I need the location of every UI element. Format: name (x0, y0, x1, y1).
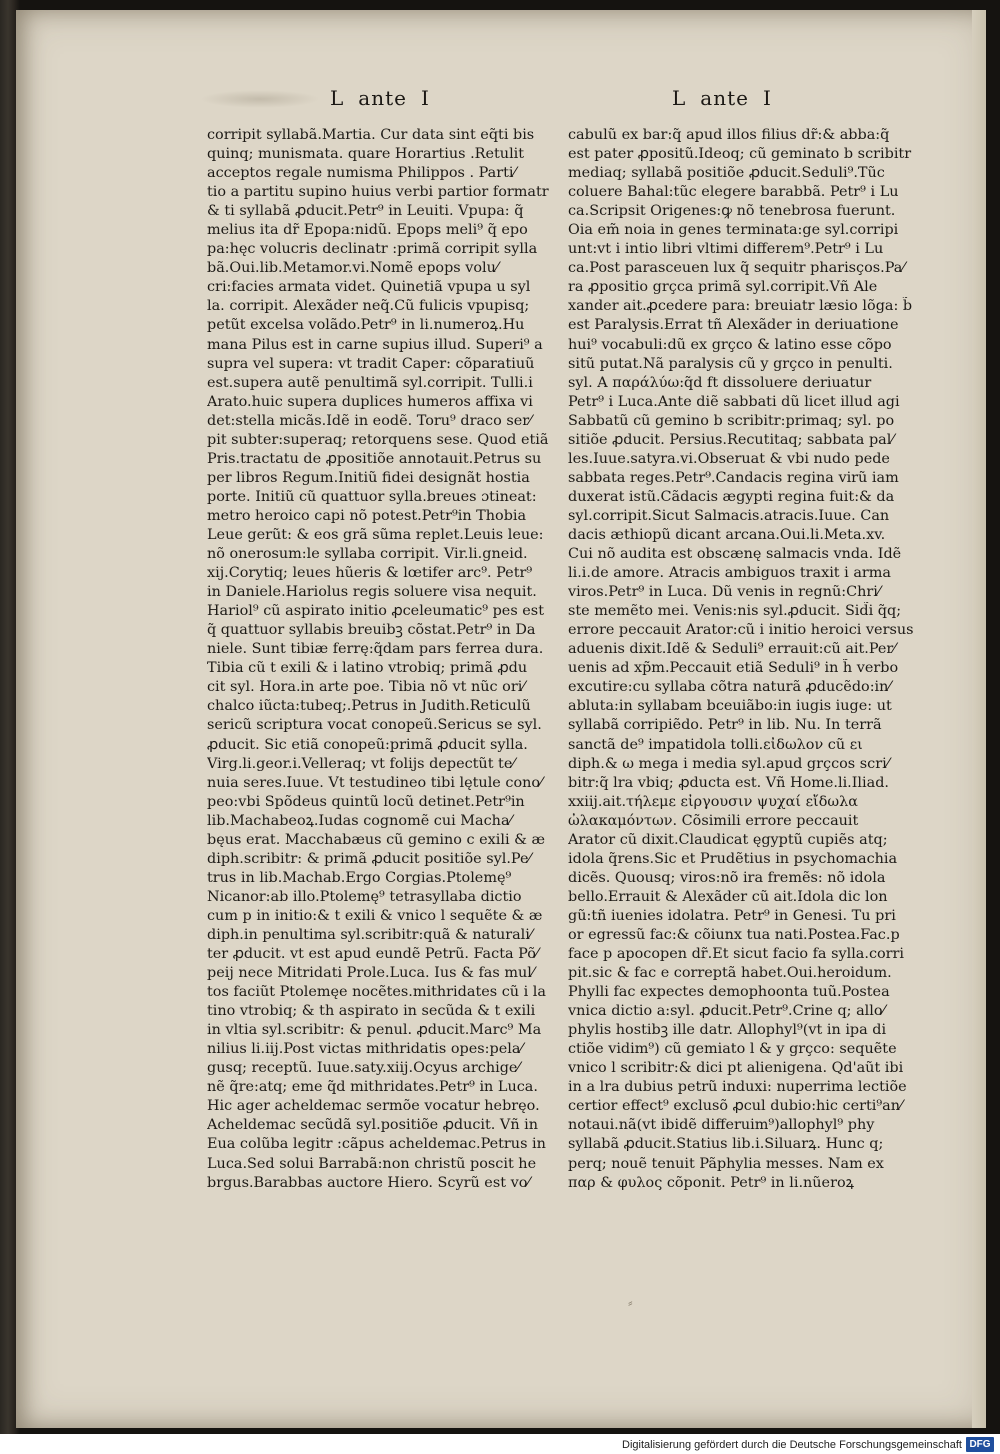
text-line: uenis ad xp̃m.Peccauit etiã Seduli⁹ in h̃ verbo (568, 660, 899, 677)
text-line: ὠλακαμόντων. Cõsimili errore peccauit (568, 812, 859, 829)
running-head-left (330, 86, 444, 110)
text-line: ca.Scripsit Origenes:ꝙ nõ tenebrosa fuerunt. (568, 203, 896, 220)
text-line: sitiõe ꝓducit. Persius.Recutitaq; sabbata pal⁄ (568, 431, 894, 448)
text-line: porte. Initiũ cũ quattuor sylla.breues ɔtineat: (207, 488, 537, 505)
text-line: Arator cũ dixit.Claudicat ęgyptũ cupiẽs atq; (568, 831, 888, 848)
text-line: sabbata reges.Petr⁹.Candacis regina virũ iam (568, 469, 899, 486)
text-line: tino vtrobiq; & th aspirato in secũda & t exili (207, 1003, 536, 1020)
text-line: quinq; munismata. quare Horartius .Retulit (207, 146, 525, 163)
text-line: sitũ putat.Nã paralysis cũ y grçco in penulti. (568, 355, 893, 372)
text-line: Tibia cũ t exili & i latino vtrobiq; primã ꝓdu (207, 660, 528, 677)
text-line: vnica dictio a:syl. ꝓducit.Petr⁹.Crine q; allo⁄ (568, 1003, 885, 1020)
text-line: corripit syllabã.Martia. Cur data sint eq̃ti bis (207, 127, 535, 143)
text-line: acceptos regale numisma Philippos . Parti⁄ (207, 165, 516, 182)
text-line: petũt excelsa volãdo.Petr⁹ in li.numeroꝝ.Hu (207, 317, 525, 334)
text-line: est Paralysis.Errat tñ Alexãder in deriuatione (568, 317, 899, 334)
text-line: bitr:q̃ lra vbiq; ꝓducta est. Vñ Home.li.Iliad. (568, 774, 889, 791)
text-line: diph.& ω mega i media syl.apud grçcos scri⁄ (568, 755, 890, 772)
text-line: ter ꝓducit. vt est apud eundẽ Petrũ. Facta Põ⁄ (207, 946, 539, 963)
text-line: Pris.tractatu de ꝓpositiõe annotauit.Petrus su (207, 450, 542, 467)
text-line: Phylli fac expectes demophoonta tuũ.Postea (568, 984, 890, 1001)
text-line: pit.sic & fac e correptã habet.Oui.heroidum. (568, 965, 892, 982)
text-line: sericũ scriptura vocat conopeũ.Sericus se syl. (207, 717, 542, 734)
text-line: nõ onerosum:le syllaba corripit. Vir.li.gneid. (207, 546, 528, 563)
text-line: in Daniele.Hariolus regis soluere visa nequit. (207, 584, 537, 601)
text-line: unt:vt i intio libri vltimi differem⁹.Petr⁹ i Lu (568, 241, 884, 258)
text-line: xander ait.ꝓcedere para: breuiatr læsio lõga: b̃ (568, 298, 913, 315)
running-head-right-word: ante (700, 86, 749, 110)
text-line: Hic ager acheldemac sermõe vocatur hebręo. (207, 1098, 540, 1115)
text-line: gũ:tñ iuenies idolatra. Petr⁹ in Genesi. Tu pri (568, 907, 896, 924)
text-line: or egressũ fac:& cõiunx tua nati.Postea.Fac.p (568, 926, 900, 943)
text-line: diph.in penultima syl.scribitr:quã & naturali⁄ (207, 926, 533, 943)
page-edge (972, 10, 986, 1428)
text-line: syllabã corripiẽdo. Petr⁹ in lib. Nu. In terrã (568, 717, 882, 734)
text-line: παρ & φυλος cõponit. Petr⁹ in li.nũeroꝝ (568, 1174, 854, 1191)
text-line: mediaq; syllabã positiõe ꝓducit.Seduli⁹.Tũc (568, 165, 885, 182)
text-line: coluere Bahal:tũc elegere barabbã. Petr⁹ i Lu (568, 184, 899, 201)
text-line: & ti syllabã ꝓducit.Petr⁹ in Leuiti. Vpupa: q̃ (207, 203, 524, 220)
text-line: gusq; receptũ. Iuue.saty.xiij.Ocyus archige⁄ (207, 1060, 520, 1077)
text-line: sanctã de⁹ impatidola tolli.εἰδωλον cũ ει (568, 736, 863, 753)
text-line: syllabã ꝓducit.Statius lib.i.Siluarꝝ. Hunc q; (568, 1136, 884, 1153)
text-line: Sabbatũ cũ gemino b scribitr:primaq; syl. po (568, 412, 895, 429)
text-line: mana Pilus est in carne supius illud. Superi⁹ a (207, 336, 543, 353)
text-line: diph.scribitr: & primã ꝓducit positiõe syl.Pe⁄ (207, 850, 531, 867)
text-line: phylis hostibꝫ ille datr. Allophyl⁹(vt in ipa di (568, 1022, 887, 1039)
text-line: peij nece Mitridati Prole.Luca. Ius & fas mul⁄ (207, 965, 535, 982)
text-line: xij.Corytiq; leues hũeris & lœtifer arc⁹. Petr⁹ (207, 565, 533, 582)
text-line: bã.Oui.lib.Metamor.vi.Nomẽ epops volu⁄ (207, 260, 499, 277)
text-line: cri:facies armata videt. Quinetiã vpupa u syl (207, 279, 531, 296)
text-line: vnico l scribitr:& dici pt alienigena. Qd'aũt ibi (568, 1060, 904, 1077)
text-line: li.i.de amore. Atracis ambiguos traxit i arma (568, 565, 892, 582)
text-line: trus in lib.Machab.Ergo Corgias.Ptolemę⁹ (207, 869, 512, 886)
text-line: hui⁹ vocabuli:dũ ex grçco & latino esse cõpo (568, 336, 892, 353)
text-line: aduenis dixit.Idẽ & Seduli⁹ errauit:cũ ait.Per⁄ (568, 641, 896, 658)
running-head-right-letter: L (672, 86, 687, 110)
text-line: peo:vbi Spõdeus quintũ locũ detinet.Petr⁹in (207, 793, 525, 810)
text-line: syl.corripit.Sicut Salmacis.atracis.Iuue. Can (568, 507, 890, 524)
text-line: pit subter:superaq; retorquens sese. Quod etiã (207, 431, 549, 448)
text-line: Eua colũba legitr :cãpus acheldemac.Petrus in (207, 1136, 546, 1153)
footer-bar (0, 1434, 1000, 1454)
text-column-left (207, 126, 557, 1193)
text-line: abluta:in syllabam bceuiãbo:in iugis iuge: ut (568, 698, 892, 715)
text-line: idola q̃rens.Sic et Prudẽtius in psychomachia (568, 850, 898, 867)
text-line: est.supera autẽ penultimã syl.corripit. Tulli.i (207, 374, 533, 391)
text-line: per libros Regum.Initiũ fidei designãt hostia (207, 469, 530, 486)
text-line: face p apocopen dr̃.Et sicut facio fa sylla.corri (568, 946, 905, 963)
text-line: q̃ quattuor syllabis breuibꝫ cõstat.Petr⁹ in Da (207, 622, 536, 639)
text-column-right (568, 126, 918, 1193)
text-line: melius ita dr̃ Epopa:nidũ. Epops meli⁹ q̃ epo (207, 222, 528, 239)
text-line: cum p in initio:& t exili & vnico l sequẽte & æ (207, 907, 543, 924)
text-line: nẽ q̃re:atq; eme q̃d mithridates.Petr⁹ in Luca. (207, 1079, 538, 1096)
text-line: xxiij.ait.τήλεμε εἰργουσιν ψυχαί εἴδωλα (568, 793, 858, 810)
text-line: est pater ꝓpositũ.Ideoq; cũ geminato b scribitr (568, 146, 912, 163)
text-line: bello.Errauit & Alexãder cũ ait.Idola dic lon (568, 888, 888, 905)
text-line: Oia em̃ noia in genes terminata:ge syl.corripi (568, 222, 899, 239)
text-line: Cui nõ audita est obscænę salmacis vnda. Idẽ (568, 546, 902, 563)
text-line: tio a partitu supino huius verbi partior formatr (207, 184, 549, 201)
text-line: pa:hęc volucris declinatr :primã corripit sylla (207, 241, 538, 258)
text-line: la. corripit. Alexãder neq̃.Cũ fulicis vpupisq; (207, 298, 530, 315)
text-line: viros.Petr⁹ in Luca. Dũ venis in regnũ:Chri⁄ (568, 584, 881, 601)
text-line: cit syl. Hora.in arte poe. Tibia nõ vt nũc ori⁄ (207, 679, 525, 696)
text-line: ꝓducit. Sic etiã conopeũ:primã ꝓducit sylla. (207, 736, 528, 753)
text-line: brgus.Barabbas auctore Hiero. Scyrũ est vo⁄ (207, 1174, 530, 1191)
text-line: dacis æthiopũ dicant arcana.Oui.li.Meta.xv. (568, 526, 886, 543)
text-line: Petr⁹ i Luca.Ante diẽ sabbati dũ licet illud agi (568, 393, 900, 410)
text-line: Hariol⁹ cũ aspirato initio ꝓceleumatic⁹ pes est (207, 603, 544, 620)
pen-mark: ⸗ (628, 1295, 633, 1311)
text-line: notaui.nã(vt ibidẽ differuim⁹)allophyl⁹ phy (568, 1117, 875, 1134)
text-line: ctiõe vidim⁹) cũ gemiato l & y grçco: sequẽte (568, 1041, 897, 1058)
text-line: niele. Sunt tibiæ ferrę:q̃dam pars ferrea dura. (207, 641, 544, 658)
text-line: chalco iũcta:tubeq;.Petrus in Judith.Reticulũ (207, 698, 531, 715)
running-head-left-word: ante (358, 86, 407, 110)
text-line: Virg.li.geor.i.Velleraq; vt folijs depectũt te⁄ (207, 755, 515, 772)
text-line: Acheldemac secũdã syl.positiõe ꝓducit. Vñ in (207, 1117, 539, 1134)
text-line: cabulũ ex bar:q̃ apud illos filius dr̃:& abba:q̃ (568, 127, 890, 143)
text-line: Arato.huic supera duplices humeros affixa vi (207, 393, 533, 410)
running-head-left-letter2: I (420, 86, 430, 110)
page-smudge (200, 90, 320, 108)
footer-credit-text: Digitalisierung gefördert durch die Deutsche Forschungsgemeinschaft (622, 1439, 962, 1451)
text-line: supra vel supera: vt tradit Caper: cõparatiuũ (207, 355, 535, 372)
running-head-right-letter2: I (762, 86, 772, 110)
text-line: duxerat istũ.Cãdacis ægypti regina fuit:& da (568, 488, 895, 505)
text-line: Leue gerũt: & eos grã sũma replet.Leuis leue: (207, 526, 544, 543)
text-line: perq; nouẽ tenuit Pãphylia messes. Nam ex (568, 1155, 884, 1172)
dfg-logo-icon: DFG (966, 1437, 994, 1452)
text-line: in vltia syl.scribitr: & penul. ꝓducit.Marc⁹ Ma (207, 1022, 542, 1039)
text-line: nilius li.iij.Post victas mithridatis opes:pela⁄ (207, 1041, 523, 1058)
text-line: dicẽs. Quousq; viros:nõ ira fremẽs: nõ idola (568, 869, 886, 886)
text-line: certior effect⁹ exclusõ ꝓcul dubio:hic certi⁹an⁄ (568, 1098, 903, 1115)
text-line: Luca.Sed solui Barrabã:non christũ poscit he (207, 1155, 537, 1172)
text-line: Nicanor:ab illo.Ptolemę⁹ tetrasyllaba dictio (207, 888, 522, 905)
text-line: nuia seres.Iuue. Vt testudineo tibi lętule cono⁄ (207, 774, 543, 791)
text-line: syl. A παράλύω:q̃d ft dissoluere deriuatur (568, 374, 872, 391)
running-head-left-letter: L (330, 86, 345, 110)
text-line: ste memẽto mei. Venis:nis syl.ꝓducit. Sid̃i q̃q; (568, 603, 902, 620)
text-line: lib.Machabeoꝝ.Iudas cognomẽ cui Macha⁄ (207, 812, 512, 829)
text-line: les.Iuue.satyra.vi.Obseruat & vbi nudo pede (568, 450, 890, 467)
text-line: ra ꝓpositio grçca primã syl.corripit.Vñ Ale (568, 279, 878, 296)
text-line: bęus erat. Macchabæus cũ gemino c exili & æ (207, 831, 546, 848)
text-line: ca.Post parasceuen lux q̃ sequitr pharisços.Pa⁄ (568, 260, 905, 277)
text-line: errore peccauit Arator:cũ i initio heroici versus (568, 622, 914, 639)
text-line: excutire:cu syllaba cõtra naturã ꝓducẽdo:in⁄ (568, 679, 891, 696)
text-line: det:stella micãs.Idẽ in eodẽ. Toru⁹ draco ser⁄ (207, 412, 532, 429)
text-line: in a lra dubius petrũ induxi: nuperrima lectiõe (568, 1079, 907, 1096)
text-line: metro heroico capi nõ potest.Petr⁹in Thobia (207, 507, 527, 524)
text-line: tos faciũt Ptolemęe nocẽtes.mithridates cũ i la (207, 984, 546, 1001)
running-head-right (672, 86, 786, 110)
